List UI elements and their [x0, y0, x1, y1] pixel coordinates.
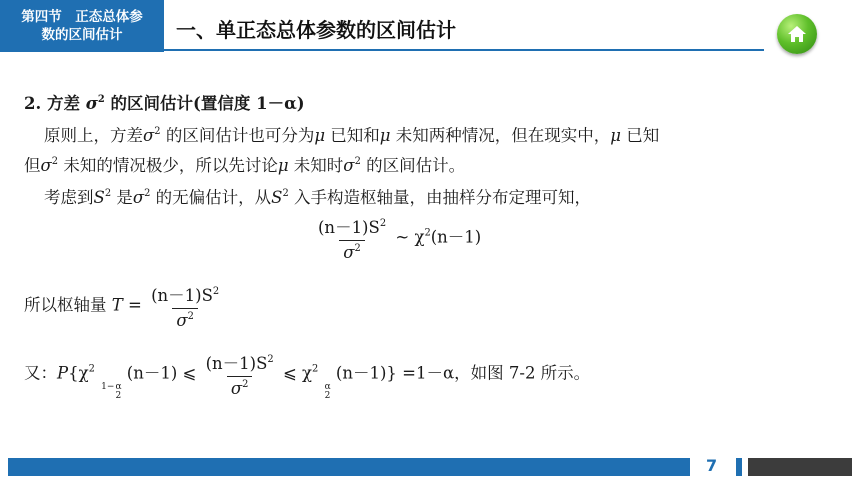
section-badge [0, 0, 164, 52]
page-title: 一、单正态总体参数的区间估计 [176, 18, 456, 42]
subtitle: 2. 方差 $\sigma^2$ 的区间估计(置信度 1－α) [24, 94, 305, 113]
paragraph-1: 原则上，方差$\sigma^2$ 的区间估计也可分为μ 已知和μ 未知两种情况，但在现实中，μ 已知 [44, 126, 660, 145]
section-label-line2: 数的区间估计 [41, 27, 123, 43]
footer-accent-bar [736, 458, 742, 476]
home-button[interactable] [777, 14, 817, 54]
paragraph-2: 但$\sigma^2$ 未知的情况极少，所以先讨论μ 未知时$\sigma^2$ 的区间估计。 [24, 156, 466, 175]
paragraph-3: 考虑到$S^2$ 是$\sigma^2$ 的无偏估计，从$S^2$ 入手构造枢轴量，由抽样分布定理可知， [44, 188, 592, 207]
probability-statement: 又：$P\{\chi^2$ 1− α 2 (n－1) ⩽ $\frac{(n-1)S^2}{\sigma^2}$ ⩽ $\chi^2$ α 2 (n－1)} =1－α，如图 7-2 所示。 [24, 354, 591, 401]
footer-bar [8, 458, 690, 476]
home-icon [786, 24, 808, 44]
section-label-line1: 第四节 正态总体参 [21, 9, 143, 25]
distribution-equation: $\frac{(n-1)S^2}{\sigma^2}$ ~ $\chi^2(n-1)$ [318, 218, 482, 262]
pivot-definition: 所以枢轴量 T = $\frac{(n-1)S^2}{\sigma^2}$ [24, 286, 220, 330]
page-number: 7 [706, 456, 718, 475]
header-divider [164, 49, 764, 51]
footer-dark-bar [748, 458, 852, 476]
